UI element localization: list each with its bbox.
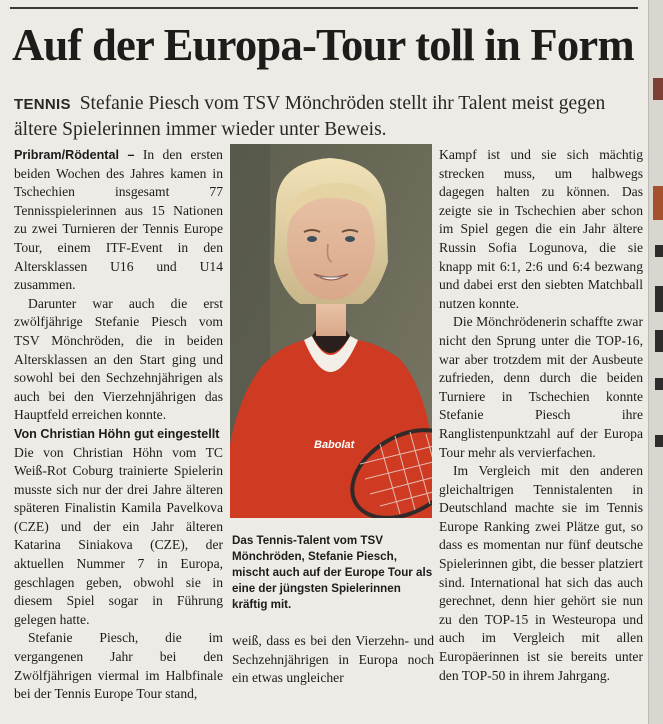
dateline: Pribram/Rödental – (14, 148, 135, 162)
adjacent-text-fragment (655, 435, 663, 447)
adjacent-image-block (653, 78, 663, 100)
text-column-3 (439, 146, 643, 685)
adjacent-text-fragment (655, 330, 663, 352)
subheading: Von Christian Höhn gut eingestellt (14, 426, 220, 441)
shirt-brand-text: Babolat (314, 439, 355, 451)
article-lead (14, 91, 639, 142)
adjacent-text-fragment (655, 245, 663, 257)
paragraph-7: Die Mönchrödenerin schaffte zwar nicht den Sprung unter die TOP-16, war aber trotzdem mit der Ausbeute zufrieden, denn durch die beiden Turniere in Tschechien konnte Stefanie Piesch ihre Ranglistenpunktzahl auf der Europa Tour mehr als vervierfachen. (439, 314, 643, 460)
photo-illustration (230, 144, 432, 518)
photo-caption: Das Tennis-Talent vom TSV Mönchröden, Stefanie Piesch, mischt auch auf der Europe Tour als eine der jüngsten Spielerinnen kräftig mit. (232, 534, 433, 611)
paragraph-1-text: In den ersten beiden Wochen des Jahres kamen in Tschechien insgesamt 77 Tennisspielerinnen aus 15 Nationen zu zwei Turnieren der Tennis Europe Tour, einem ITF-Event in den Altersklassen U16 und U14 zusammen. (14, 147, 223, 293)
adjacent-page-edge (648, 0, 663, 724)
article-photo (230, 144, 432, 518)
section-kicker: TENNIS (14, 96, 71, 113)
paragraph-4: Stefanie Piesch, die im vergangenen Jahr bei den Zwölfjährigen viermal im Halbfinale bei der Tennis Europe Tour stand, (14, 630, 223, 702)
adjacent-text-fragment (655, 378, 663, 390)
lead-text: Stefanie Piesch vom TSV Mönchröden stellt ihr Talent meist gegen ältere Spielerinnen immer wieder unter Beweis. (14, 93, 606, 140)
paragraph-6: Kampf ist und sie sich mächtig strecken muss, um halbwegs dagegen halten zu können. Das zeigte sie in Tschechien aber schon im Spiel gegen die ein Jahr ältere Russin Sofia Logunova, die sie knapp mit 6:1, 2:6 und 6:4 bezwang und dabei erst den siebten Matchball nutzen konnte. (439, 147, 643, 311)
adjacent-text-fragment (655, 286, 663, 312)
top-rule (10, 7, 638, 9)
adjacent-image-block (653, 186, 663, 220)
paragraph-5: weiß, dass es bei den Vierzehn- und Sechzehnjährigen in Europa noch ein etwas ungleicher (232, 633, 434, 686)
article-headline: Auf der Europa-Tour toll in Form (12, 19, 634, 70)
text-column-1 (14, 146, 223, 704)
paragraph-3: Die von Christian Höhn vom TC Weiß-Rot Coburg trainierte Spielerin musste sich nur der drei Jahre älteren späteren Finalistin Kamila Pavelkova (CZE) und der ein Jahr älteren Katarina Siniakova (CZE), der aktuellen Nummer 7 in Europa, geschlagen geben, obwohl sie in diesem Spiel sogar in Führung gelegen hatte. (14, 444, 223, 627)
paragraph-1 (14, 146, 223, 295)
paragraph-8: Im Vergleich mit den anderen gleichaltrigen Tennistalenten in Deutschland machte sie im Tennis Europe Ranking zwei Plätze gut, so dass es momentan nur fünf deutsche Spielerinnen gibt, die besser platziert sind. International hat sich das auch gerechnet, denn hier gehört sie nun zu den TOP-15 in Westeuropa und auch im Vergleich mit allen Europäerinnen ist sie bereits unter den TOP-50 in ihrem Jahrgang. (439, 463, 643, 683)
paragraph-2: Darunter war auch die erst zwölfjährige Stefanie Piesch vom TSV Mönchröden, die in beiden Altersklassen an den Start ging und sowohl bei den Sechzehnjährigen als auch bei den Vierzehnjährigen das Hauptfeld erreichen konnte. (14, 295, 223, 423)
text-column-2 (232, 632, 434, 688)
